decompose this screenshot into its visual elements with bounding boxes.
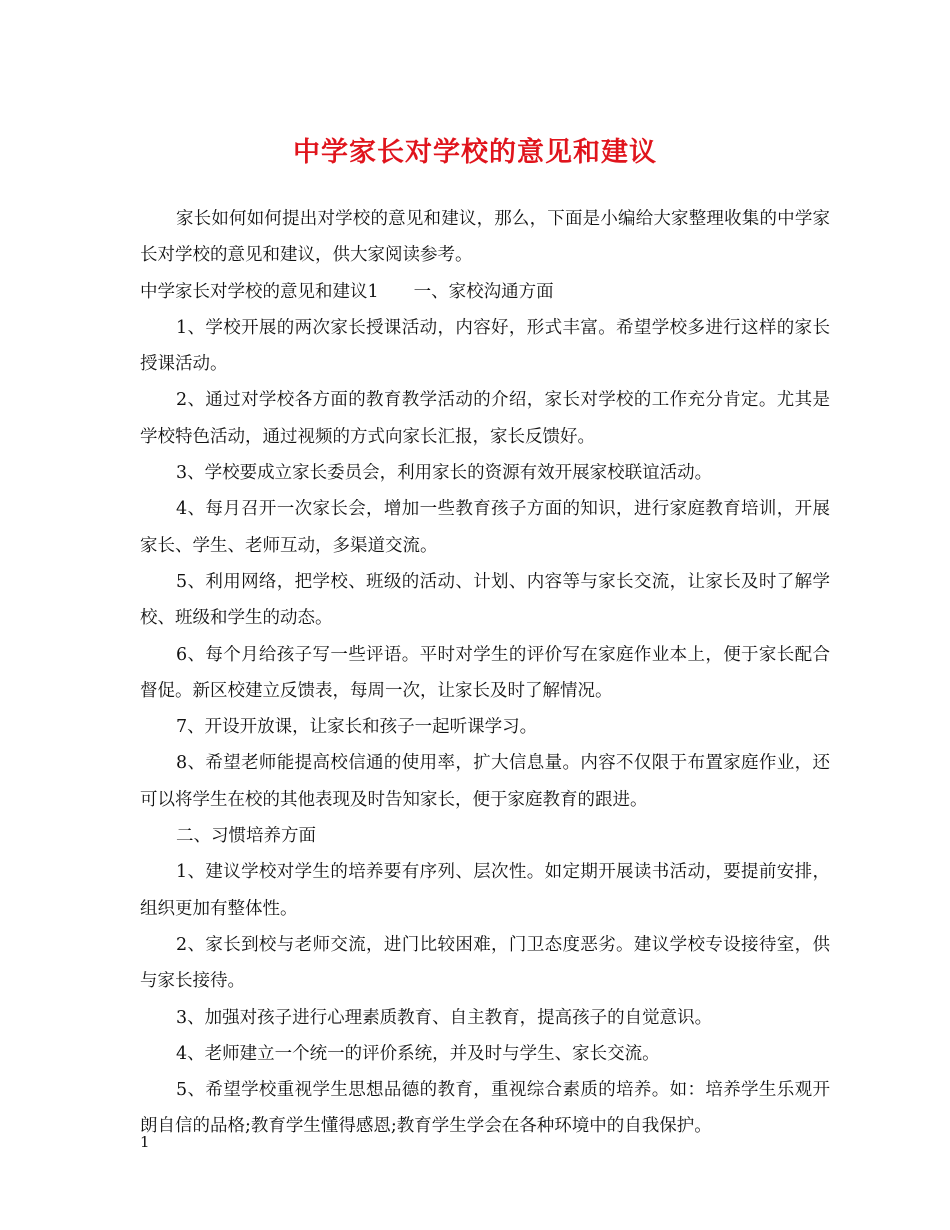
list-item: 8、希望老师能提高校信通的使用率，扩大信息量。内容不仅限于布置家庭作业，还可以将学生在校的其他表现及时告知家长，便于家庭教育的跟进。 <box>140 753 830 810</box>
section-heading: 中学家长对学校的意见和建议1 一、家校沟通方面 <box>140 281 554 302</box>
list-item: 1、学校开展的两次家长授课活动，内容好，形式丰富。希望学校多进行这样的家长授课活动。 <box>140 317 830 375</box>
subheading: 二、习惯培养方面 <box>176 826 316 847</box>
list-item: 4、每月召开一次家长会，增加一些教育孩子方面的知识，进行家庭教育培训，开展家长、学生、老师互动，多渠道交流。 <box>140 499 830 556</box>
list-item: 4、老师建立一个统一的评价系统，并及时与学生、家长交流。 <box>176 1043 660 1064</box>
list-item: 5、利用网络，把学校、班级的活动、计划、内容等与家长交流，让家长及时了解学校、班级和学生的动态。 <box>140 571 830 629</box>
list-item: 3、学校要成立家长委员会，利用家长的资源有效开展家校联谊活动。 <box>176 463 713 484</box>
list-item: 1、建议学校对学生的培养要有序列、层次性。如定期开展读书活动，要提前安排，组织更加有整体性。 <box>140 862 830 919</box>
list-item: 2、通过对学校各方面的教育教学活动的介绍，家长对学校的工作充分肯定。尤其是学校特色活动，通过视频的方式向家长汇报，家长反馈好。 <box>140 390 830 447</box>
intro-paragraph: 家长如何如何提出对学校的意见和建议，那么，下面是小编给大家整理收集的中学家长对学校的意见和建议，供大家阅读参考。 <box>140 209 830 266</box>
page-title: 中学家长对学校的意见和建议 <box>293 137 657 168</box>
list-item: 2、家长到校与老师交流，进门比较困难，门卫态度恶劣。建议学校专设接待室，供与家长接待。 <box>140 934 830 992</box>
document-body <box>140 201 830 1145</box>
page-number: 1 <box>140 1133 150 1151</box>
list-item: 5、希望学校重视学生思想品德的教育，重视综合素质的培养。如：培养学生乐观开朗自信的品格;教育学生懂得感恩;教育学生学会在各种环境中的自我保护。 <box>140 1080 830 1137</box>
list-item: 7、开设开放课，让家长和孩子一起听课学习。 <box>176 717 538 738</box>
list-item: 6、每个月给孩子写一些评语。平时对学生的评价写在家庭作业本上，便于家长配合督促。新区校建立反馈表，每周一次，让家长及时了解情况。 <box>140 644 830 701</box>
list-item: 3、加强对孩子进行心理素质教育、自主教育，提高孩子的自觉意识。 <box>176 1007 713 1028</box>
